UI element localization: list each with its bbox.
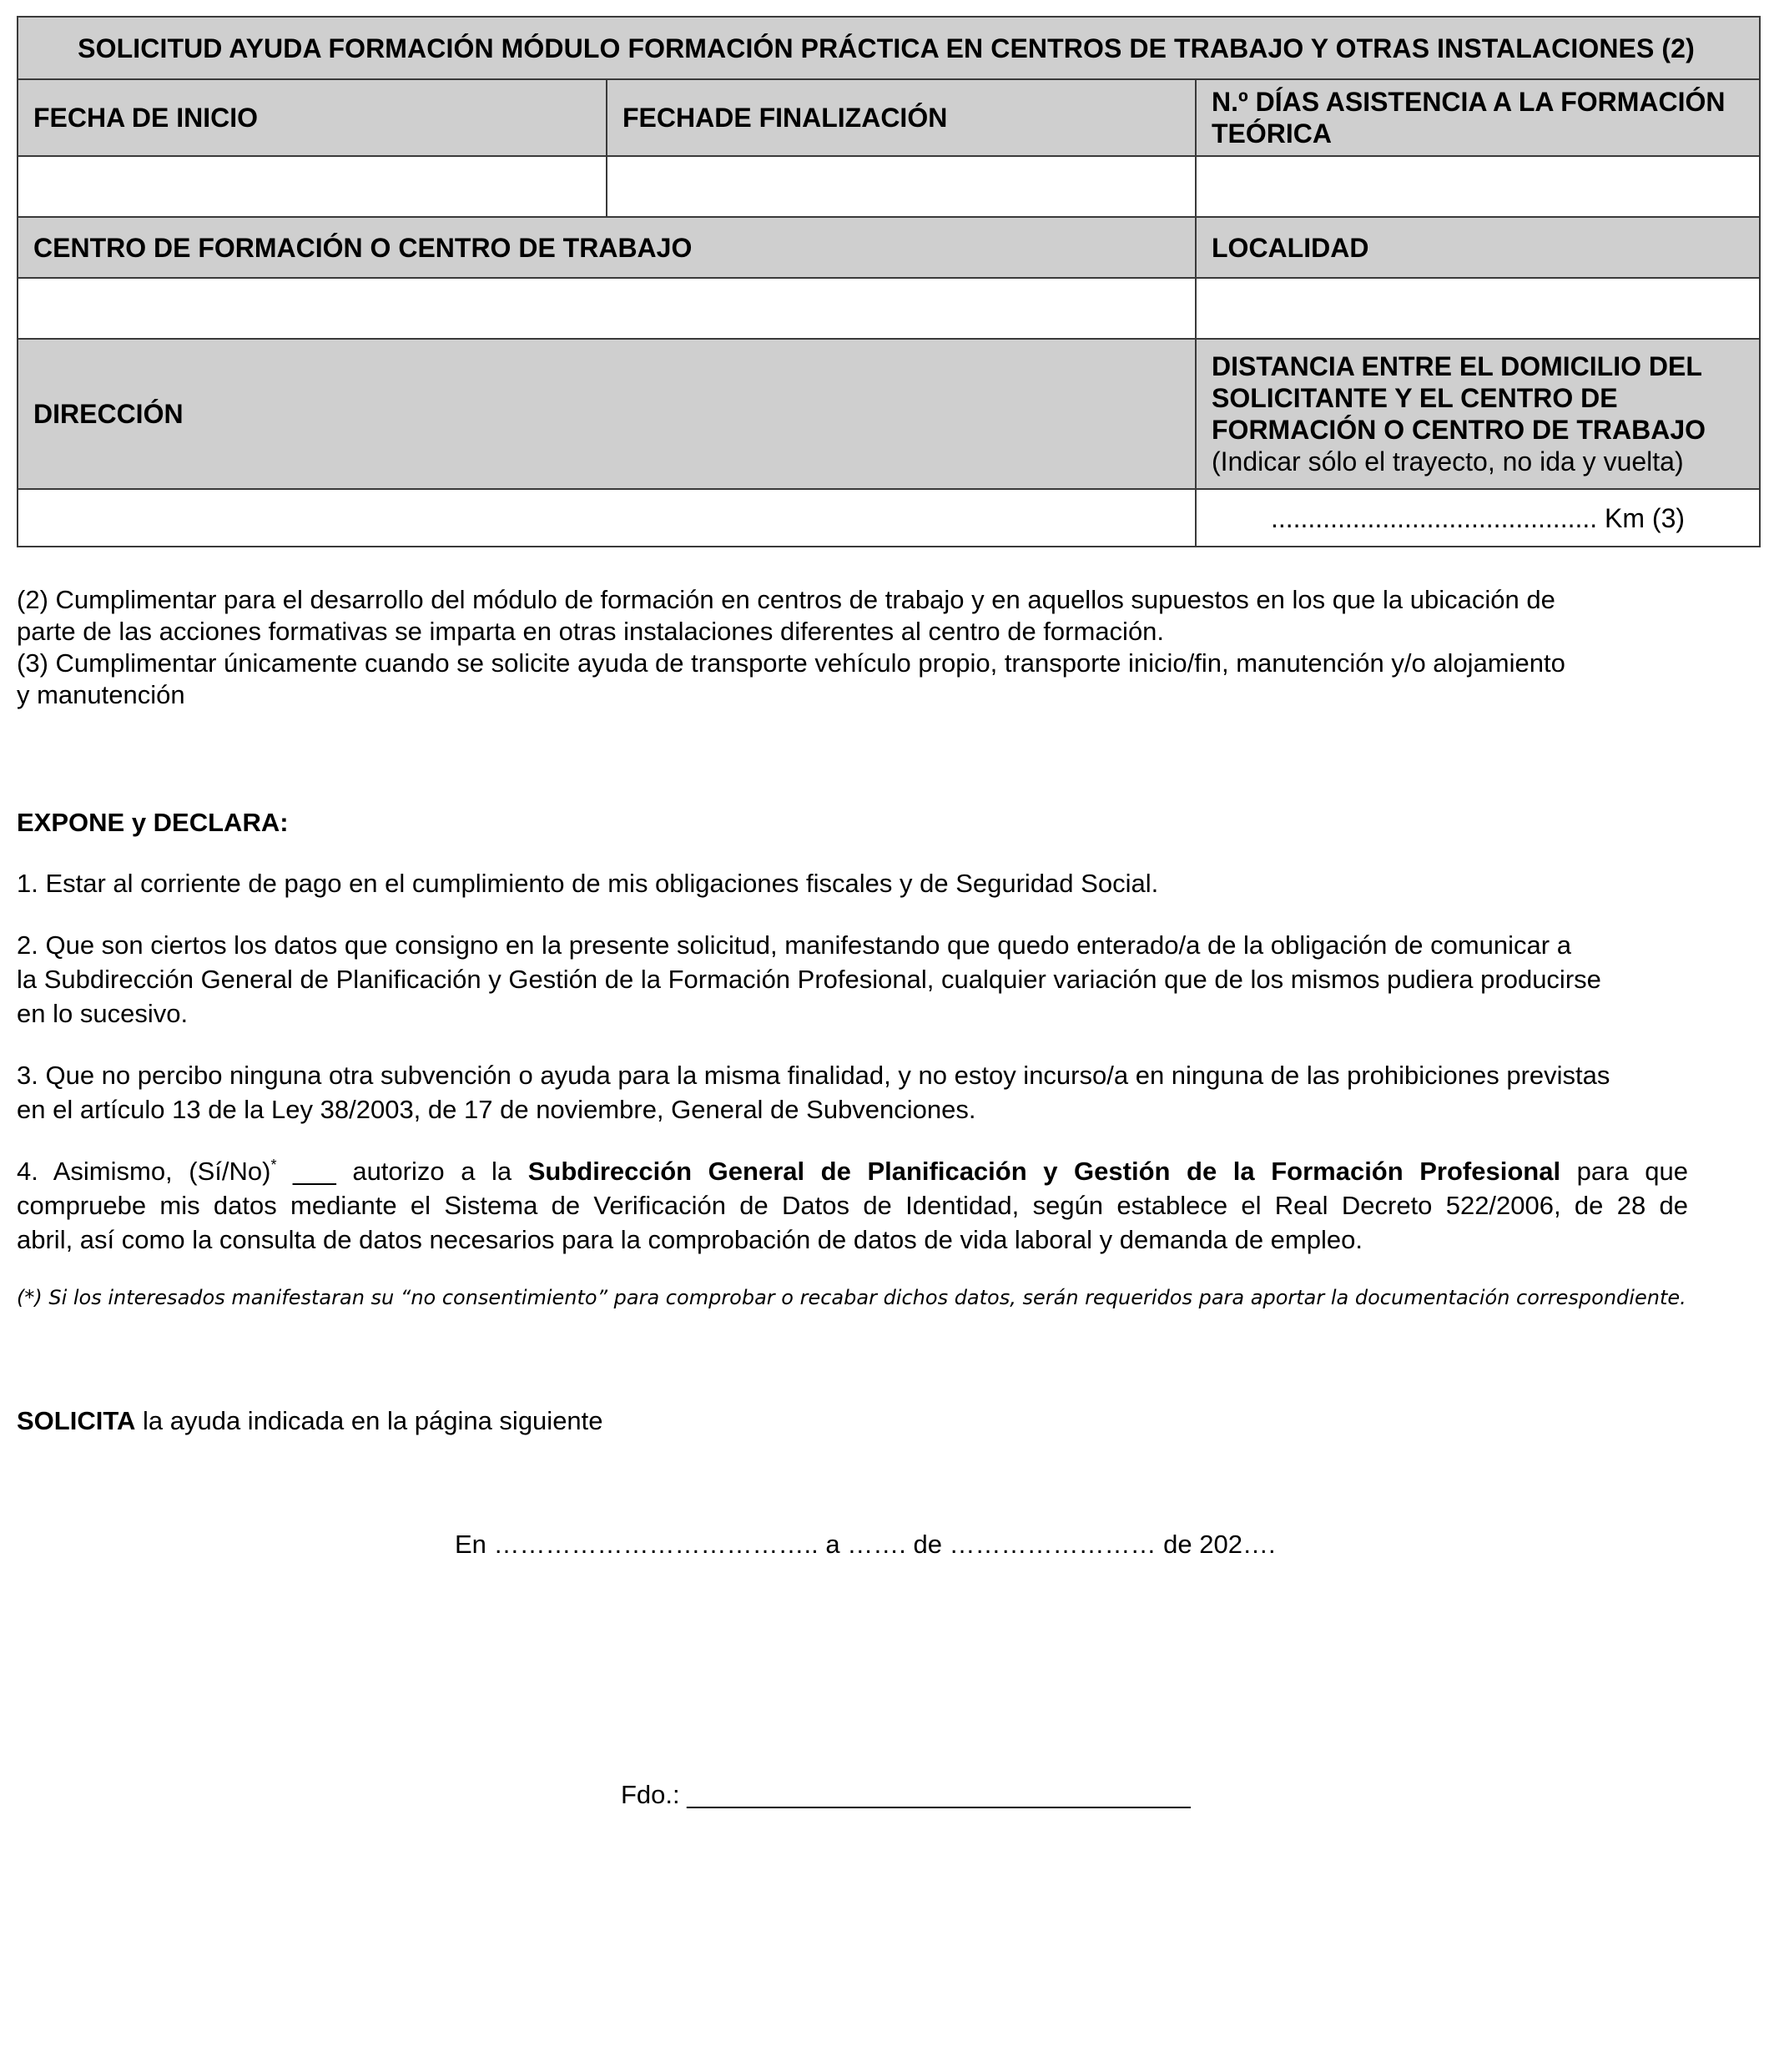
place-date-line: En ……………………………….. a ……. de …………………… de 202…. [455, 1530, 1276, 1559]
attendance-days-header [1195, 78, 1761, 157]
item-4-consent-blank: ___ autorizo a la [276, 1157, 528, 1186]
declaration-item-3-line-2: en el artículo 13 de la Ley 38/2003, de 17 de noviembre, General de Subvenciones. [17, 1095, 976, 1124]
distance-label: DISTANCIA ENTRE EL DOMICILIO DEL SOLICITANTE Y EL CENTRO DE FORMACIÓN O CENTRO DE TRABAJO [1212, 351, 1706, 445]
distance-field[interactable] [1195, 488, 1761, 547]
declaration-item-1: 1. Estar al corriente de pago en el cumplimiento de mis obligaciones fiscales y de Seguridad Social. [17, 869, 1159, 898]
training-center-label: CENTRO DE FORMACIÓN O CENTRO DE TRABAJO [33, 232, 693, 263]
declaration-item-2-line-3: en lo sucesivo. [17, 999, 189, 1028]
note-3-line-2: y manutención [17, 680, 185, 709]
item-4-asterisk: * [270, 1157, 277, 1173]
form-title-text: SOLICITUD AYUDA FORMACIÓN MÓDULO FORMACIÓN PRÁCTICA EN CENTROS DE TRABAJO Y OTRAS INSTALACIONES (2) [78, 33, 1695, 63]
item-4-suffix: para que [1560, 1157, 1688, 1186]
training-center-field[interactable] [17, 277, 1197, 340]
note-2-line-2: parte de las acciones formativas se imparta en otras instalaciones diferentes al centro de formación. [17, 617, 1165, 646]
attendance-days-field[interactable] [1195, 155, 1761, 218]
distance-km-text: ............................................ Km (3) [1270, 502, 1686, 533]
locality-field[interactable] [1195, 277, 1761, 340]
item-4-prefix: 4. Asimismo, (Sí/No) [17, 1157, 271, 1186]
form-title [17, 16, 1761, 80]
training-center-header [17, 216, 1197, 279]
start-date-label: FECHA DE INICIO [33, 103, 259, 133]
address-field[interactable] [17, 488, 1197, 547]
consent-footnote: (*) Si los interesados manifestaran su “no consentimiento” para comprobar o recabar dichos datos, serán requeridos para aportar la documentación correspondiente. [17, 1286, 1686, 1309]
request-statement [17, 1404, 603, 1437]
attendance-days-label: N.º DÍAS ASISTENCIA A LA FORMACIÓN TEÓRICA [1212, 87, 1726, 149]
declaration-item-3-line-1: 3. Que no percibo ninguna otra subvención o ayuda para la misma finalidad, y no estoy incurso/a en ninguna de las prohibiciones previstas [17, 1061, 1610, 1090]
locality-label: LOCALIDAD [1212, 232, 1369, 263]
declaration-item-2-line-2: la Subdirección General de Planificación y Gestión de la Formación Profesional, cualquier variación que de los mismos pudiera producirse [17, 965, 1601, 994]
declaration-item-2-line-1: 2. Que son ciertos los datos que consigno en la presente solicitud, manifestando que quedo enterado/a de la obligación de comunicar a [17, 930, 1571, 960]
item-4-authority: Subdirección General de Planificación y Gestión de la Formación Profesional [527, 1157, 1561, 1186]
start-date-field[interactable] [17, 155, 607, 218]
distance-header [1195, 338, 1761, 490]
declaration-heading: EXPONE y DECLARA: [17, 808, 289, 837]
aid-request-form-table [17, 16, 1761, 547]
note-2-line-1: (2) Cumplimentar para el desarrollo del módulo de formación en centros de trabajo y en aquellos supuestos en los que la ubicación de [17, 585, 1555, 614]
distance-note: (Indicar sólo el trayecto, no ida y vuelta) [1212, 446, 1684, 476]
address-label: DIRECCIÓN [33, 399, 184, 429]
end-date-header [606, 78, 1197, 157]
declaration-item-4-line-1 [17, 1155, 1688, 1187]
start-date-header [17, 78, 607, 157]
locality-header [1195, 216, 1761, 279]
address-header [17, 338, 1197, 490]
signature-line: Fdo.: ___________________________________ [621, 1780, 1191, 1809]
note-3-line-1: (3) Cumplimentar únicamente cuando se solicite ayuda de transporte vehículo propio, transporte inicio/fin, manutención y/o alojamiento [17, 648, 1565, 678]
request-keyword: SOLICITA [17, 1406, 136, 1435]
end-date-field[interactable] [606, 155, 1197, 218]
request-text: la ayuda indicada en la página siguiente [135, 1406, 603, 1435]
end-date-label: FECHADE FINALIZACIÓN [622, 103, 948, 133]
declaration-item-4-line-2: compruebe mis datos mediante el Sistema de Verificación de Datos de Identidad, según establece el Real Decreto 522/2006, de 28 de [17, 1191, 1688, 1220]
declaration-item-4-line-3: abril, así como la consulta de datos necesarios para la comprobación de datos de vida laboral y demanda de empleo. [17, 1225, 1363, 1254]
